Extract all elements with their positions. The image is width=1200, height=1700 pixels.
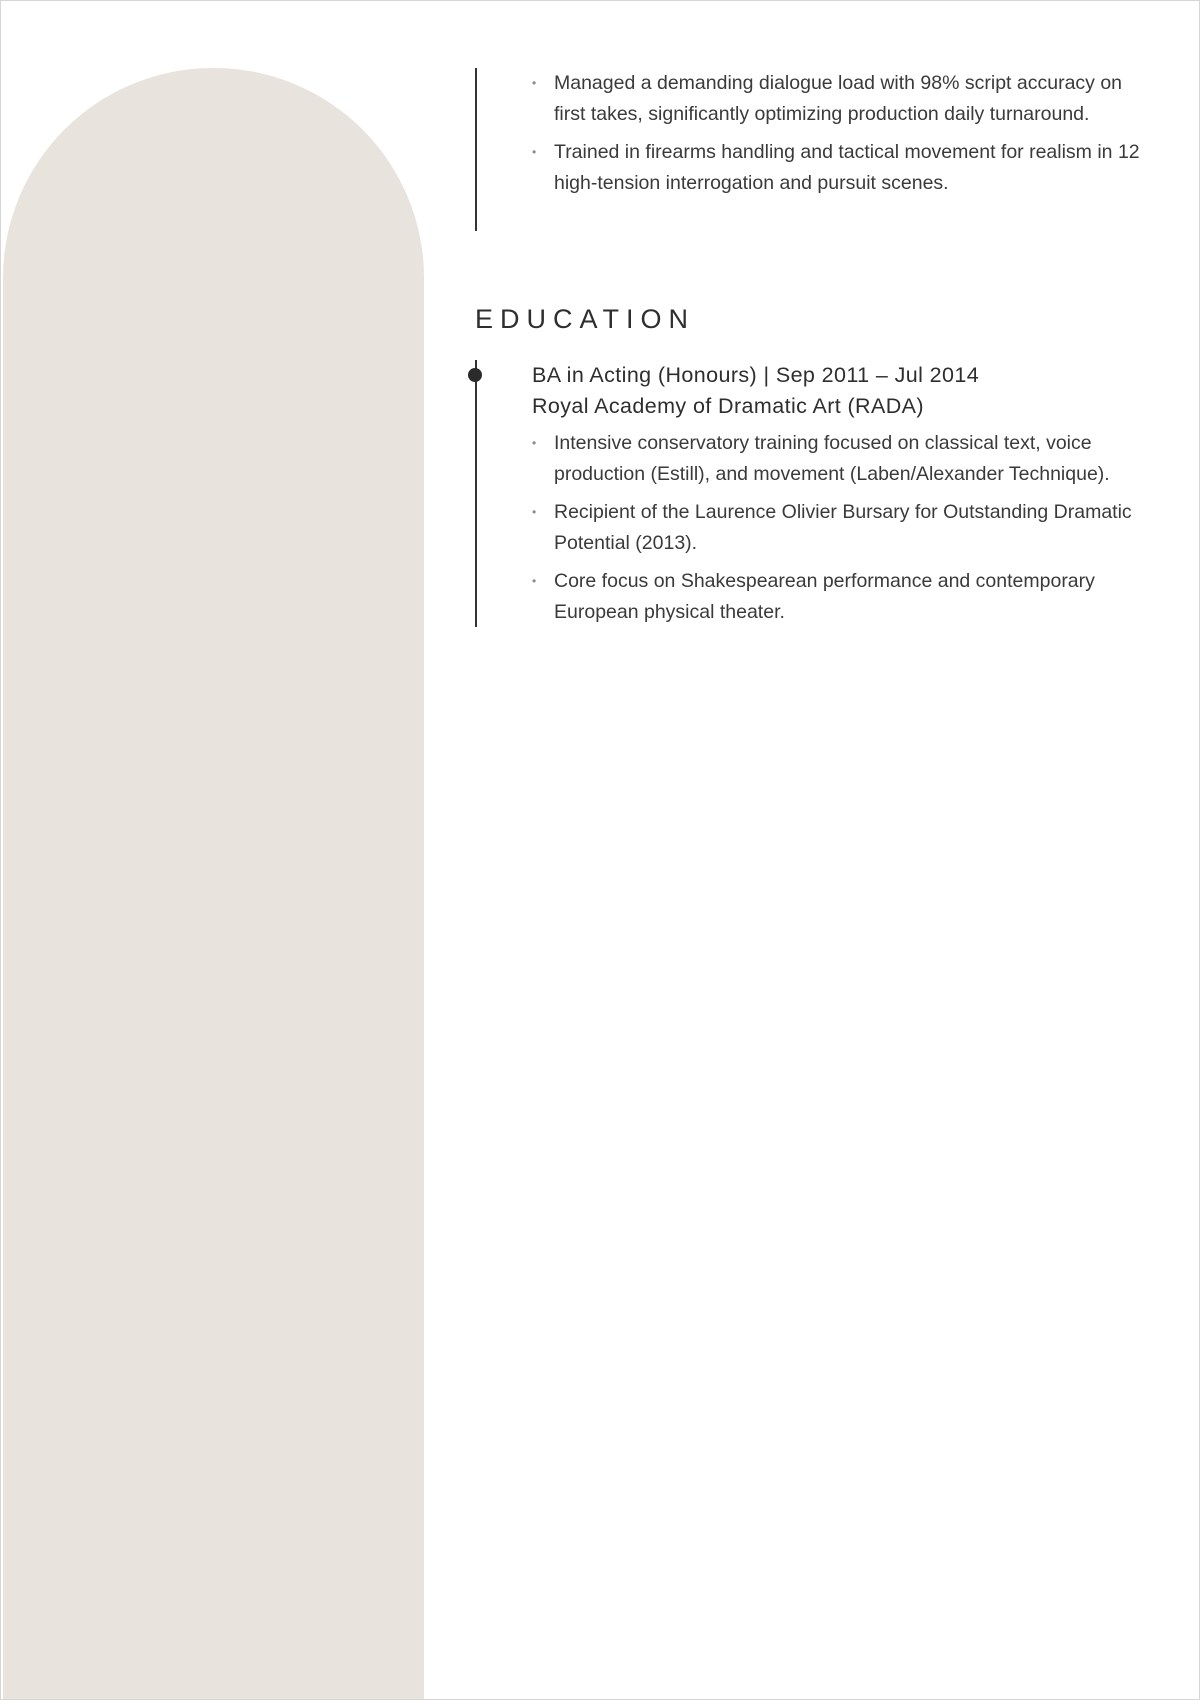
degree-line: BA in Acting (Honours) | Sep 2011 – Jul 2014	[532, 363, 980, 387]
education-entry	[475, 360, 1157, 627]
bullet-dot-icon: •	[532, 145, 537, 159]
bullet-text: Recipient of the Laurence Olivier Bursary for Outstanding Dramatic Potential (2013).	[554, 501, 1132, 554]
school-name: Royal Academy of Dramatic Art (RADA)	[532, 394, 924, 418]
bullet-text: Managed a demanding dialogue load with 98% script accuracy on first takes, significantly optimizing production daily turnaround.	[554, 72, 1123, 125]
bullet-text: Trained in firearms handling and tactical movement for realism in 12 high-tension interrogation and pursuit scenes.	[554, 141, 1140, 194]
bullet-text: Core focus on Shakespearean performance and contemporary European physical theater.	[554, 570, 1095, 623]
bullet-dot-icon: •	[532, 574, 537, 588]
bullet-dot-icon: •	[532, 76, 537, 90]
timeline-marker-icon	[468, 368, 482, 382]
list-item	[532, 566, 1157, 627]
list-item	[532, 497, 1157, 558]
list-item	[532, 68, 1157, 129]
bullet-dot-icon: •	[532, 505, 537, 519]
decorative-arch-panel	[3, 68, 424, 1700]
section-title-education: EDUCATION	[475, 304, 696, 334]
bullet-text: Intensive conservatory training focused on classical text, voice production (Estill), and movement (Laben/Alexander Technique).	[554, 432, 1110, 485]
experience-bullet-list	[477, 68, 1157, 198]
bullet-dot-icon: •	[532, 436, 537, 450]
education-bullet-list	[477, 428, 1157, 627]
list-item	[532, 428, 1157, 489]
experience-entry-continued	[475, 68, 1157, 231]
list-item	[532, 137, 1157, 198]
